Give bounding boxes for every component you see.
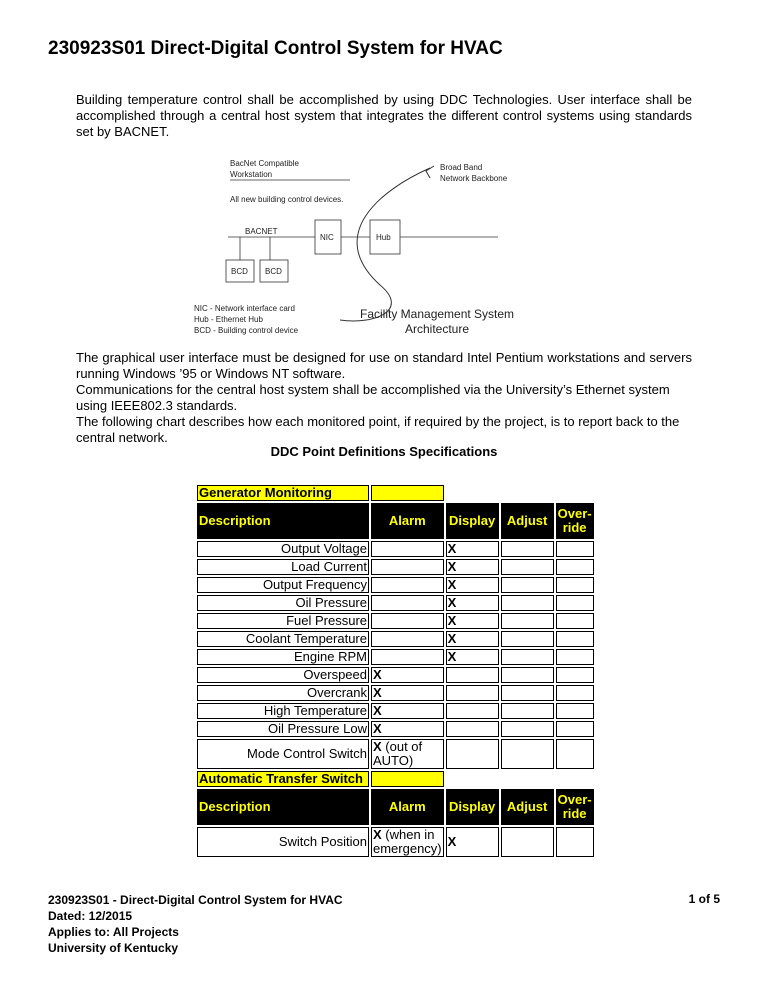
point-description: Oil Pressure Low [197, 721, 369, 737]
table-row [197, 577, 594, 593]
adjust-cell [501, 577, 554, 593]
override-cell [556, 577, 594, 593]
legend-hub: Hub - Ethernet Hub [194, 315, 263, 324]
generator-header-row [197, 503, 594, 539]
point-description: Fuel Pressure [197, 613, 369, 629]
display-cell: X [446, 649, 499, 665]
backbone-label-2: Network Backbone [440, 174, 508, 183]
alarm-cell [371, 631, 444, 647]
table-row [197, 541, 594, 557]
header-description: Description [197, 789, 369, 825]
point-description: Overspeed [197, 667, 369, 683]
point-description: Coolant Temperature [197, 631, 369, 647]
override-cell [556, 613, 594, 629]
adjust-cell [501, 827, 554, 857]
ddc-point-table [195, 483, 596, 859]
display-cell: X [446, 577, 499, 593]
header-override: Over- ride [556, 503, 594, 539]
alarm-cell [371, 827, 444, 857]
table-row [197, 739, 594, 769]
display-cell: X [446, 613, 499, 629]
header-adjust: Adjust [501, 789, 554, 825]
adjust-cell [501, 631, 554, 647]
generator-section-row [197, 485, 594, 501]
display-cell [446, 703, 499, 719]
table-row [197, 685, 594, 701]
display-cell: X [446, 827, 499, 857]
workstation-label-1: BacNet Compatible [230, 159, 299, 168]
override-cell [556, 631, 594, 647]
header-display: Display [446, 789, 499, 825]
alarm-cell [371, 739, 444, 769]
backbone-label-1: Broad Band [440, 163, 483, 172]
alarm-cell [371, 721, 444, 737]
bcd1-label: BCD [231, 267, 248, 276]
point-description: Engine RPM [197, 649, 369, 665]
adjust-cell [501, 649, 554, 665]
intro-paragraph: Building temperature control shall be accomplished by using DDC Technologies. User interface shall be accomplished through a central host system that integrates the different control systems using standards set by BACNET. [76, 92, 692, 139]
hub-label: Hub [376, 233, 391, 242]
bacnet-label: BACNET [245, 227, 278, 236]
alarm-note: (out of AUTO) [373, 739, 423, 768]
page-number: 1 of 5 [688, 892, 720, 906]
display-cell: X [446, 541, 499, 557]
display-cell [446, 667, 499, 683]
display-cell: X [446, 631, 499, 647]
legend-nic: NIC - Network interface card [194, 304, 295, 313]
architecture-diagram [190, 150, 580, 340]
adjust-cell [501, 667, 554, 683]
display-cell: X [446, 559, 499, 575]
footer-date: Dated: 12/2015 [48, 909, 133, 923]
alarm-cell [371, 541, 444, 557]
display-cell: X [446, 595, 499, 611]
footer-doc-title: 230923S01 - Direct-Digital Control System for HVAC [48, 893, 343, 907]
alarm-cell [371, 577, 444, 593]
override-cell [556, 703, 594, 719]
ats-section-title: Automatic Transfer Switch [197, 771, 369, 787]
footer-applies: Applies to: All Projects [48, 925, 179, 939]
adjust-cell [501, 685, 554, 701]
footer [48, 892, 343, 956]
generator-section-title: Generator Monitoring [197, 485, 369, 501]
header-description: Description [197, 503, 369, 539]
alarm-cell [371, 559, 444, 575]
spec-title: DDC Point Definitions Specifications [270, 444, 498, 459]
adjust-cell [501, 703, 554, 719]
alarm-mark: X [373, 721, 382, 736]
alarm-cell [371, 685, 444, 701]
gui-paragraph: The graphical user interface must be designed for use on standard Intel Pentium workstations and servers running Windows ’95 or Windows NT software. [76, 350, 692, 381]
bcd2-label: BCD [265, 267, 282, 276]
override-cell [556, 541, 594, 557]
fms-label-2: Architecture [405, 322, 470, 336]
point-description: Oil Pressure [197, 595, 369, 611]
point-description: Mode Control Switch [197, 739, 369, 769]
point-description: Overcrank [197, 685, 369, 701]
new-devices-label: All new building control devices. [230, 195, 344, 204]
table-row [197, 721, 594, 737]
override-cell [556, 721, 594, 737]
adjust-cell [501, 721, 554, 737]
footer-university: University of Kentucky [48, 941, 179, 955]
display-cell [446, 685, 499, 701]
table-row [197, 649, 594, 665]
adjust-cell [501, 595, 554, 611]
override-cell [556, 667, 594, 683]
table-row [197, 667, 594, 683]
header-override: Over- ride [556, 789, 594, 825]
alarm-mark: X [373, 827, 382, 842]
table-row [197, 703, 594, 719]
chart-paragraph: The following chart describes how each monitored point, if required by the project, is to report back to the central network. [76, 414, 680, 445]
alarm-cell [371, 595, 444, 611]
ats-section-row [197, 771, 594, 787]
override-cell [556, 559, 594, 575]
alarm-mark: X [373, 667, 382, 682]
override-cell [556, 827, 594, 857]
alarm-mark: X [373, 685, 382, 700]
header-alarm: Alarm [371, 789, 444, 825]
header-alarm: Alarm [371, 503, 444, 539]
adjust-cell [501, 559, 554, 575]
comm-paragraph: Communications for the central host system shall be accomplished via the University’s Ethernet system using IEEE802.3 standards. [76, 382, 670, 413]
table-row [197, 595, 594, 611]
header-display: Display [446, 503, 499, 539]
backbone-arrow [426, 166, 434, 178]
workstation-label-2: Workstation [230, 170, 273, 179]
alarm-cell [371, 649, 444, 665]
override-cell [556, 685, 594, 701]
table-row [197, 613, 594, 629]
table-row [197, 631, 594, 647]
legend-bcd: BCD - Building control device [194, 326, 299, 335]
adjust-cell [501, 739, 554, 769]
alarm-cell [371, 667, 444, 683]
document-title: 230923S01 Direct-Digital Control System for HVAC [48, 38, 503, 59]
point-description: Output Frequency [197, 577, 369, 593]
alarm-mark: X [373, 703, 382, 718]
alarm-mark: X [373, 739, 382, 754]
override-cell [556, 739, 594, 769]
nic-label: NIC [320, 233, 334, 242]
display-cell [446, 721, 499, 737]
alarm-note: (when in emergency) [373, 827, 442, 856]
point-description: Output Voltage [197, 541, 369, 557]
ats-header-row [197, 789, 594, 825]
table-row [197, 559, 594, 575]
alarm-cell [371, 703, 444, 719]
override-cell [556, 595, 594, 611]
fms-label-1: Facility Management System [360, 307, 515, 321]
point-description: High Temperature [197, 703, 369, 719]
display-cell [446, 739, 499, 769]
header-adjust: Adjust [501, 503, 554, 539]
point-description: Switch Position [197, 827, 369, 857]
adjust-cell [501, 541, 554, 557]
adjust-cell [501, 613, 554, 629]
override-cell [556, 649, 594, 665]
table-row [197, 827, 594, 857]
alarm-cell [371, 613, 444, 629]
point-description: Load Current [197, 559, 369, 575]
